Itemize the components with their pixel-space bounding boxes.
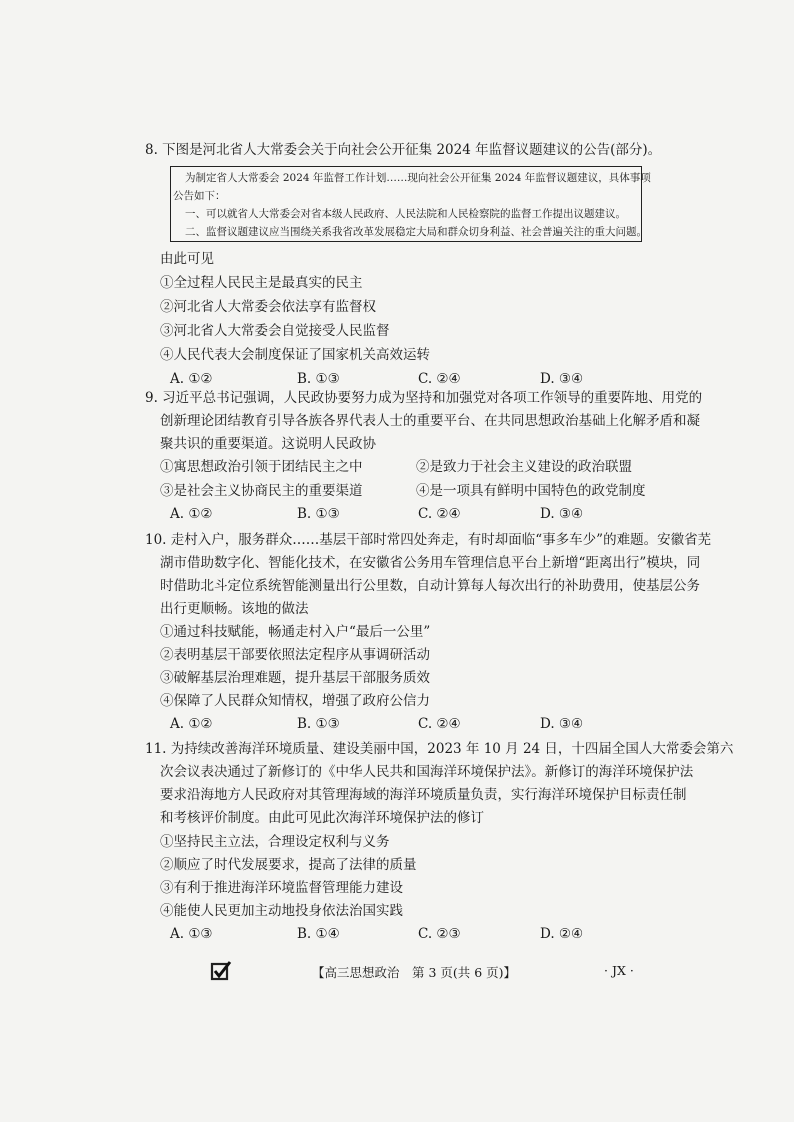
notice-line-1: 为制定省人大常委会 2024 年监督工作计划……现向社会公开征集 2024 年监督议题建议，具体事项 xyxy=(185,172,651,184)
q10-line-3: 时借助北斗定位系统智能测量出行公里数，自动计算每人每次出行的补助费用，使基层公务 xyxy=(160,578,700,594)
q11-option-c[interactable]: C. ②③ xyxy=(418,926,461,942)
q8-item-1: ①全过程人民民主是最真实的民主 xyxy=(160,275,363,291)
q10-option-a[interactable]: A. ①② xyxy=(170,716,213,732)
footer-page-info: 【高三思想政治 第 3 页(共 6 页)】 xyxy=(312,965,517,980)
q8-option-b[interactable]: B. ①③ xyxy=(297,371,340,387)
q11-line-2: 次会议表决通过了新修订的《中华人民共和国海洋环境保护法》。新修订的海洋环境保护法 xyxy=(160,764,694,780)
q9-line-1: 9. 习近平总书记强调，人民政协要努力成为坚持和加强党对各项工作领导的重要阵地、用党的 xyxy=(145,390,703,406)
q8-item-4: ④人民代表大会制度保证了国家机关高效运转 xyxy=(160,347,430,363)
q9-option-a[interactable]: A. ①② xyxy=(170,506,213,522)
q11-option-d[interactable]: D. ②④ xyxy=(540,926,584,942)
q11-line-4: 和考核评价制度。由此可见此次海洋环境保护法的修订 xyxy=(160,810,484,826)
q9-option-b[interactable]: B. ①③ xyxy=(297,506,340,522)
q11-line-1: 11. 为持续改善海洋环境质量、建设美丽中国，2023 年 10 月 24 日，十四届全国人大常委会第六 xyxy=(145,741,734,757)
q10-item-1: ①通过科技赋能，畅通走村入户“最后一公里” xyxy=(160,624,431,640)
q9-option-d[interactable]: D. ③④ xyxy=(540,506,584,522)
q9-item-4: ④是一项具有鲜明中国特色的政党制度 xyxy=(416,483,646,499)
q10-line-4: 出行更顺畅。该地的做法 xyxy=(160,601,309,617)
q9-option-c[interactable]: C. ②④ xyxy=(418,506,461,522)
q10-option-c[interactable]: C. ②④ xyxy=(418,716,461,732)
q10-item-3: ③破解基层治理难题，提升基层干部服务质效 xyxy=(160,670,430,686)
q8-lead: 由此可见 xyxy=(160,251,214,267)
q9-item-3: ③是社会主义协商民主的重要渠道 xyxy=(160,483,363,499)
checkbox-check-icon xyxy=(210,960,232,982)
q11-line-3: 要求沿海地方人民政府对其管理海域的海洋环境质量负责，实行海洋环境保护目标责任制 xyxy=(160,787,687,803)
q8-option-d[interactable]: D. ③④ xyxy=(540,371,584,387)
q10-item-2: ②表明基层干部要依照法定程序从事调研活动 xyxy=(160,647,430,663)
q9-item-1: ①寓思想政治引领于团结民主之中 xyxy=(160,459,363,475)
q11-option-a[interactable]: A. ①③ xyxy=(170,926,213,942)
q8-item-3: ③河北省人大常委会自觉接受人民监督 xyxy=(160,323,390,339)
q10-option-d[interactable]: D. ③④ xyxy=(540,716,584,732)
q11-option-b[interactable]: B. ①④ xyxy=(297,926,340,942)
q8-option-a[interactable]: A. ①② xyxy=(170,371,213,387)
q8-stem: 8. 下图是河北省人大常委会关于向社会公开征集 2024 年监督议题建议的公告(部分)。 xyxy=(145,142,662,158)
q11-item-4: ④能使人民更加主动地投身依法治国实践 xyxy=(160,903,403,919)
q10-line-2: 湖市借助数字化、智能化技术，在安徽省公务用车管理信息平台上新增“距离出行”模块，同 xyxy=(160,555,701,571)
notice-line-3: 一、可以就省人大常委会对省本级人民政府、人民法院和人民检察院的监督工作提出议题建议。 xyxy=(185,208,626,220)
q10-line-1: 10. 走村入户，服务群众……基层干部时常四处奔走，有时却面临“事多车少”的难题。安徽省芜 xyxy=(145,532,712,548)
q8-option-c[interactable]: C. ②④ xyxy=(418,371,461,387)
q11-item-3: ③有利于推进海洋环境监督管理能力建设 xyxy=(160,880,403,896)
footer-code: · JX · xyxy=(604,963,634,978)
q11-item-1: ①坚持民主立法，合理设定权利与义务 xyxy=(160,834,390,850)
q9-line-3: 聚共识的重要渠道。这说明人民政协 xyxy=(160,436,376,452)
notice-box xyxy=(170,166,651,242)
q8-item-2: ②河北省人大常委会依法享有监督权 xyxy=(160,299,376,315)
q9-item-2: ②是致力于社会主义建设的政治联盟 xyxy=(416,459,632,475)
q9-line-2: 创新理论团结教育引导各族各界代表人士的重要平台、在共同思想政治基础上化解矛盾和凝 xyxy=(160,413,700,429)
q11-item-2: ②顺应了时代发展要求，提高了法律的质量 xyxy=(160,857,417,873)
q10-option-b[interactable]: B. ①③ xyxy=(297,716,340,732)
notice-line-4: 二、监督议题建议应当围绕关系我省改革发展稳定大局和群众切身利益、社会普遍关注的重大问题。 xyxy=(185,226,647,238)
q10-item-4: ④保障了人民群众知情权，增强了政府公信力 xyxy=(160,693,430,709)
notice-line-2: 公告如下： xyxy=(173,190,226,202)
